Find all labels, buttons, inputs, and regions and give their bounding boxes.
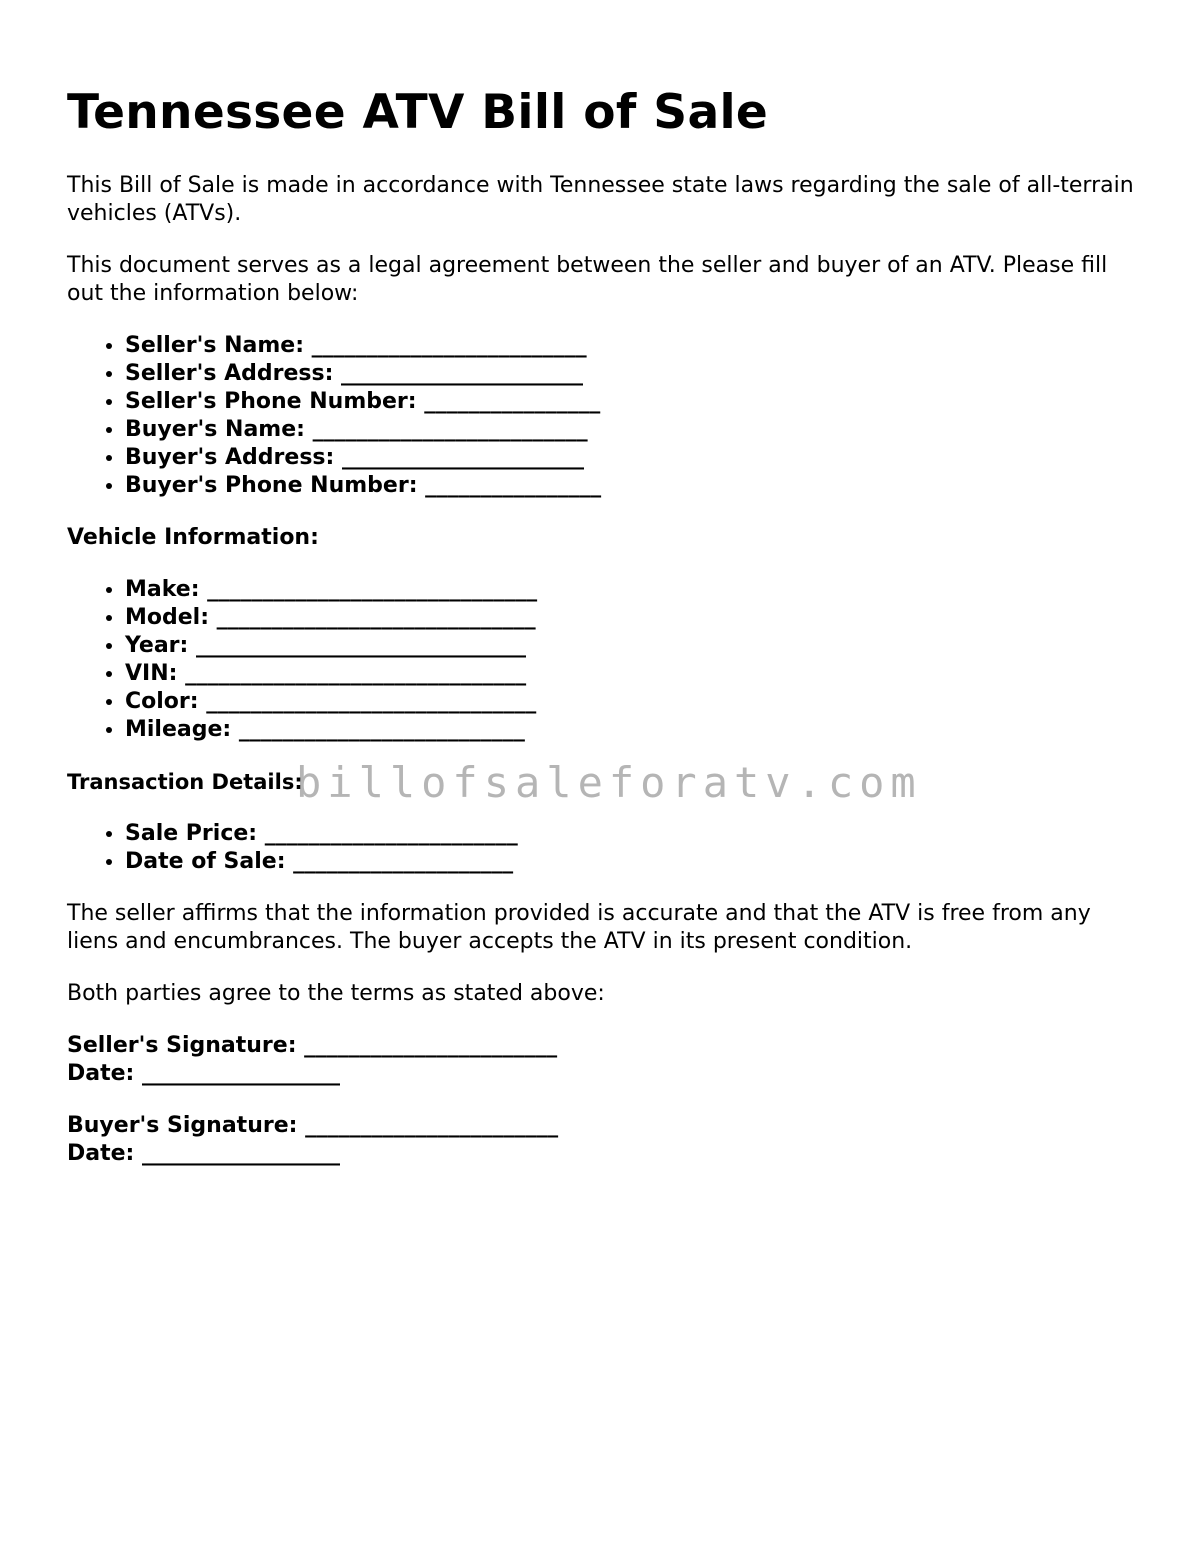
make-field: • Make: ______________________________: [125, 576, 1137, 604]
document-page: [67, 82, 1137, 1168]
color-field: • Color: ______________________________: [125, 688, 1137, 716]
buyer-date-line: Date: __________________: [67, 1141, 341, 1166]
transaction-fields-list: [67, 820, 1137, 876]
document-title: Tennessee ATV Bill of Sale: [67, 85, 769, 140]
seller-date-line: Date: __________________: [67, 1061, 341, 1086]
seller-signature-line: Seller's Signature: _______________________: [67, 1033, 558, 1058]
watermark: billofsaleforatv.com: [296, 758, 922, 807]
vehicle-info-heading: Vehicle Information:: [67, 525, 319, 550]
model-field: • Model: _____________________________: [125, 604, 1137, 632]
mileage-field: • Mileage: __________________________: [125, 716, 1137, 744]
date-of-sale-field: • Date of Sale: ____________________: [125, 848, 1137, 876]
transaction-details-heading: Transaction Details:: [67, 770, 303, 794]
buyer-phone-field: • Buyer's Phone Number: ________________: [125, 472, 1137, 500]
agreement-paragraph: Both parties agree to the terms as stated above:: [67, 981, 605, 1006]
buyer-address-field: • Buyer's Address: ______________________: [125, 444, 1137, 472]
seller-address-field: • Seller's Address: ______________________: [125, 360, 1137, 388]
seller-phone-field: • Seller's Phone Number: ________________: [125, 388, 1137, 416]
sale-price-field: • Sale Price: _______________________: [125, 820, 1137, 848]
party-fields-list: [67, 332, 1137, 500]
buyer-signature-block: [67, 1112, 1137, 1168]
seller-signature-block: [67, 1032, 1137, 1088]
buyer-name-field: • Buyer's Name: _________________________: [125, 416, 1137, 444]
vehicle-fields-list: [67, 576, 1137, 744]
vin-field: • VIN: _______________________________: [125, 660, 1137, 688]
seller-name-field: • Seller's Name: _________________________: [125, 332, 1137, 360]
intro-paragraph: This Bill of Sale is made in accordance with Tennessee state laws regarding the sale of all-terrain vehicles (ATVs).: [67, 173, 1134, 226]
instructions-paragraph: This document serves as a legal agreement between the seller and buyer of an ATV. Please fill out the information below:: [67, 253, 1108, 306]
buyer-signature-line: Buyer's Signature: _______________________: [67, 1113, 559, 1138]
year-field: • Year: ______________________________: [125, 632, 1137, 660]
affirmation-paragraph: The seller affirms that the information provided is accurate and that the ATV is free from any liens and encumbrances. The buyer accepts the ATV in its present condition.: [67, 901, 1091, 954]
